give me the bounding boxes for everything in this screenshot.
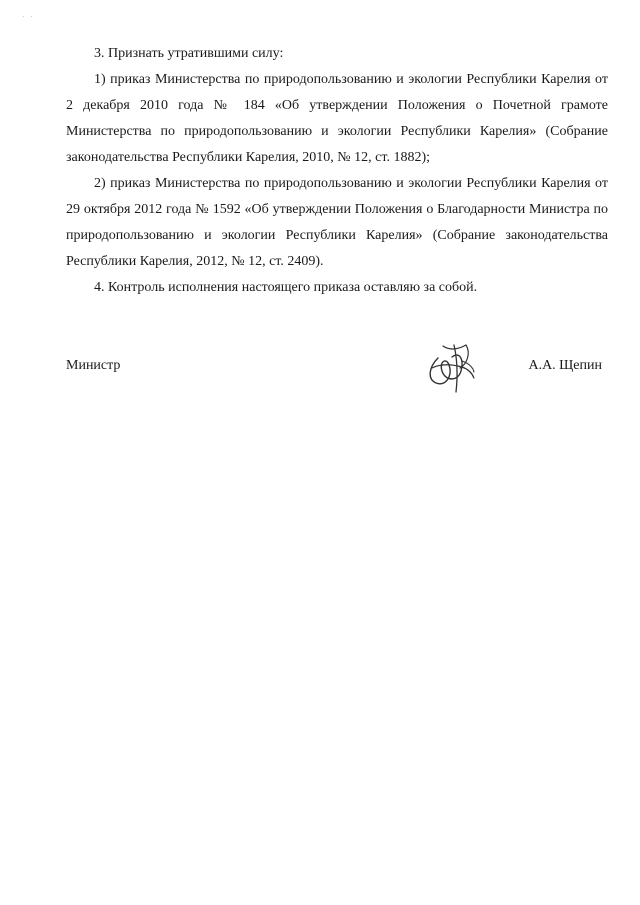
signer-name: А.А. Щепин <box>528 358 602 373</box>
paragraph-item-4: 4. Контроль исполнения настоящего приказа оставляю за собой. <box>94 280 478 295</box>
document-body <box>66 41 608 301</box>
signer-position: Министр <box>66 358 121 373</box>
scan-artifact-mark: · · <box>22 13 35 21</box>
paragraph-item-3: 3. Признать утратившими силу: <box>94 46 284 61</box>
handwritten-signature <box>419 340 481 396</box>
signature-block <box>66 340 602 400</box>
paragraph-subitem-1: 1) приказ Министерства по природопользованию и экологии Республики Карелия от 2 декабря 2010 года № 184 «Об утверждении Положения о Почетной грамоте Министерства по природопользованию и экологии Республики Карелия» (Собрание законодательства Республики Карелия, 2010, № 12, ст. 1882); <box>66 72 608 165</box>
paragraph-subitem-2: 2) приказ Министерства по природопользованию и экологии Республики Карелия от 29 октября 2012 года № 1592 «Об утверждении Положения о Благодарности Министра по природопользованию и экологии Республики Карелия» (Собрание законодательства Республики Карелия, 2012, № 12, ст. 2409). <box>66 176 608 269</box>
